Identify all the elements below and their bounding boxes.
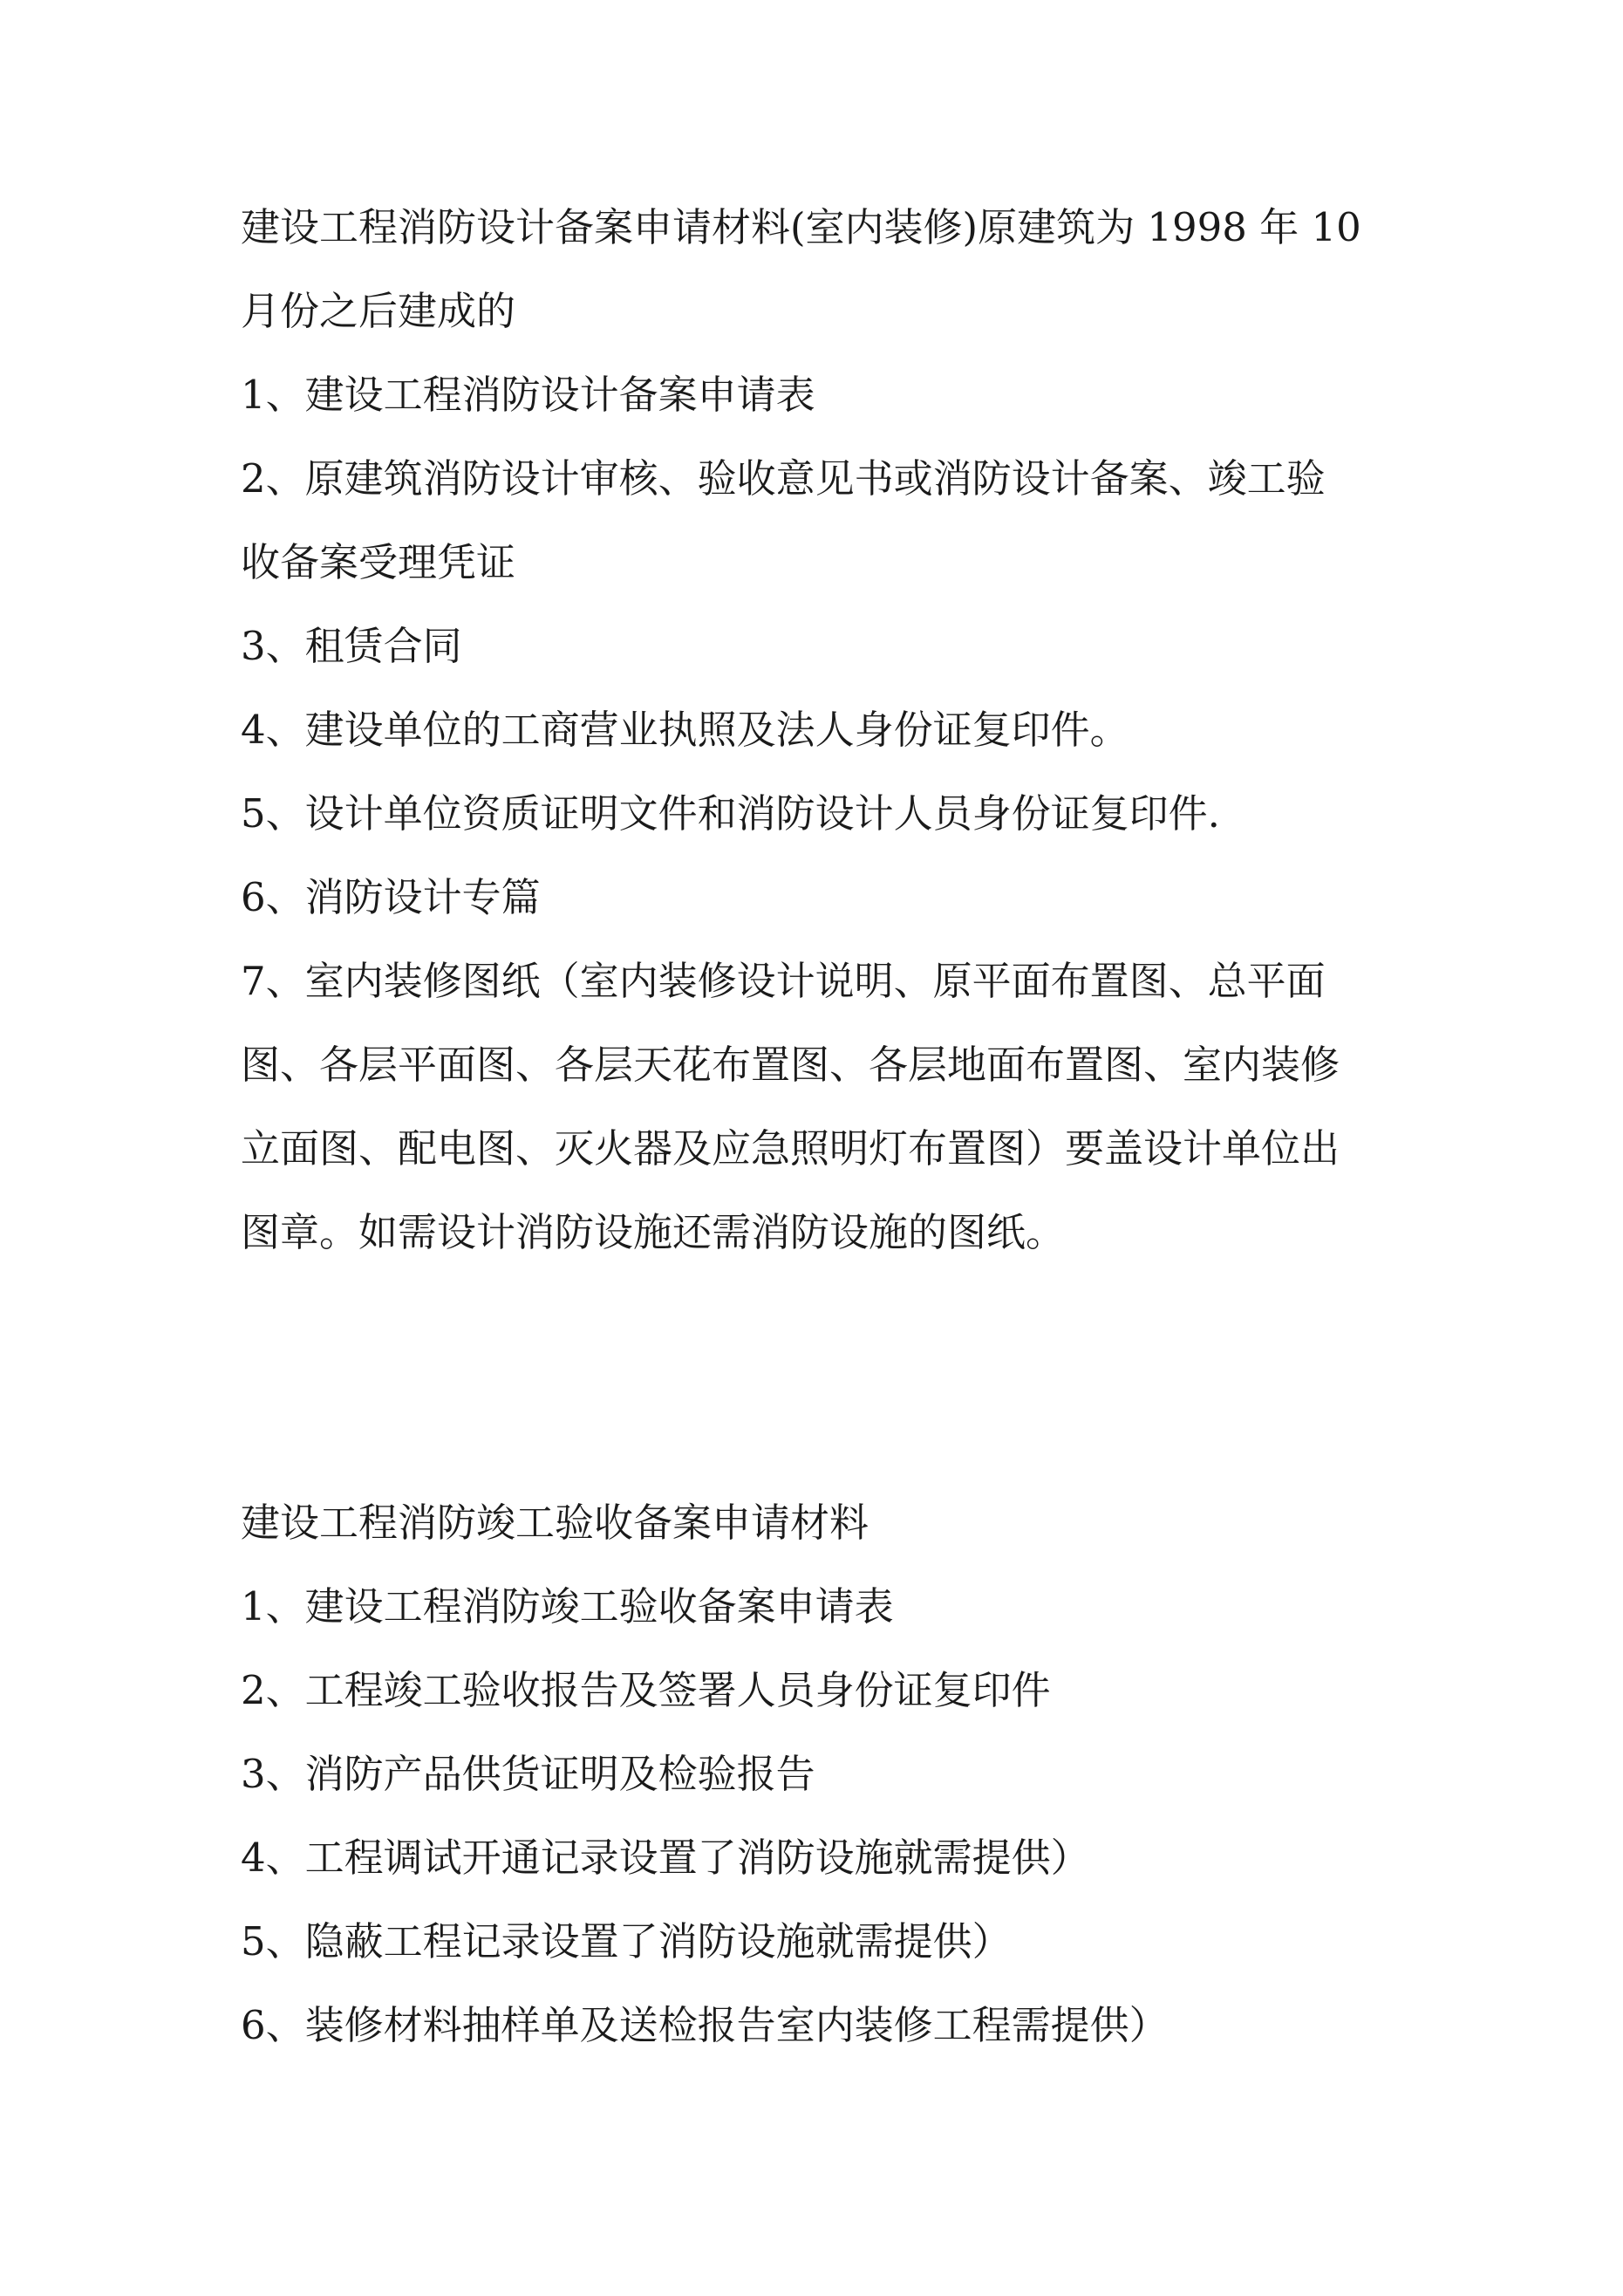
- list-item: 4、建设单位的工商营业执照及法人身份证复印件。: [241, 707, 1129, 753]
- list-item: 3、租赁合同: [241, 623, 462, 669]
- list-item: 5、设计单位资质证明文件和消防设计人员身份证复印件.: [241, 790, 1220, 837]
- design-filing-section: [241, 186, 1409, 1274]
- list-item: 2、工程竣工验收报告及签署人员身份证复印件: [241, 1667, 1051, 1713]
- list-item: 1、建设工程消防竣工验收备案申请表: [241, 1583, 894, 1630]
- list-item: 2、原建筑消防设计审核、验收意见书或消防设计备案、竣工验: [241, 455, 1326, 502]
- section-title-line: 建设工程消防设计备案申请材料(室内装修)原建筑为 1998 年 10: [241, 204, 1361, 250]
- list-item: 7、室内装修图纸（室内装修设计说明、原平面布置图、总平面: [241, 958, 1326, 1004]
- section-title-line: 月份之后建成的: [241, 288, 516, 334]
- list-item: 4、工程调试开通记录设置了消防设施就需提供）: [241, 1835, 1090, 1881]
- completion-filing-section: [241, 1481, 1409, 2067]
- list-item: 5、隐蔽工程记录设置了消防设施就需提供）: [241, 1918, 1012, 1965]
- list-item-continuation: 收备案受理凭证: [241, 539, 516, 585]
- list-item: 6、装修材料抽样单及送检报告室内装修工程需提供）: [241, 2002, 1169, 2048]
- section-title: 建设工程消防竣工验收备案申请材料: [241, 1500, 869, 1546]
- list-item: 3、消防产品供货证明及检验报告: [241, 1751, 815, 1797]
- list-item: 6、消防设计专篇: [241, 874, 541, 920]
- list-item-continuation: 图、各层平面图、各层天花布置图、各层地面布置图、室内装修: [241, 1042, 1340, 1088]
- list-item: 1、建设工程消防设计备案申请表: [241, 372, 815, 418]
- list-item-continuation: 立面图、配电图、灭火器及应急照明灯布置图）要盖设计单位出: [241, 1125, 1340, 1172]
- list-item-continuation: 图章。如需设计消防设施还需消防设施的图纸。: [241, 1209, 1066, 1255]
